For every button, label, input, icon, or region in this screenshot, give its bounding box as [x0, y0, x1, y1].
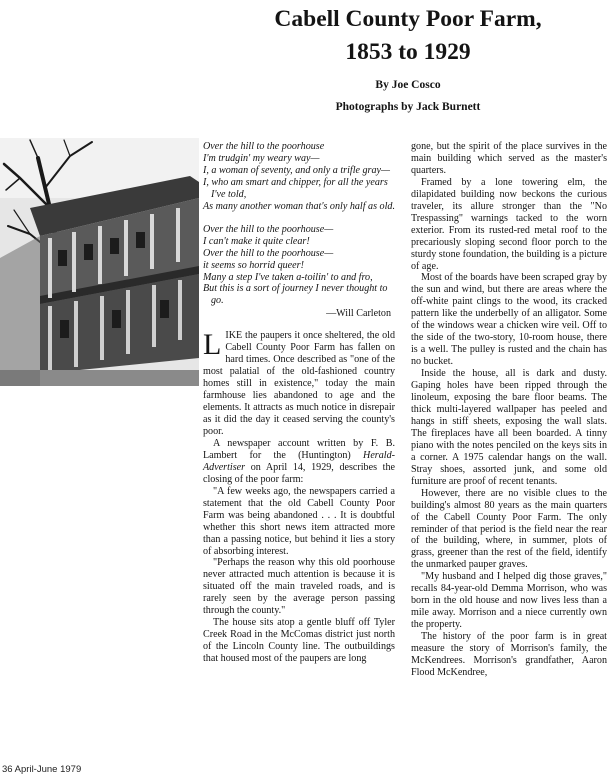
paragraph: The house sits atop a gentle bluff off Tyler Creek Road in the McComas district just north of the Lincoln County line. The outbuildings that housed most of the paupers are long: [203, 617, 395, 665]
newspaper-name: Herald-Advertiser: [203, 449, 395, 473]
paragraph: [203, 438, 395, 486]
paragraph: gone, but the spirit of the place survives in the main building which served as the master's quarters.: [411, 141, 607, 176]
poem-line: I'm trudgin' my weary way—: [203, 152, 320, 164]
page-folio: 36 April-June 1979: [2, 764, 82, 775]
paragraph: "A few weeks ago, the newspapers carried a statement that the old Cabell County Poor Farm was being abandoned . . . It is doubtful whether this short news item attracted more than a passing notice, but behind it lies a story of absorbing interest.: [203, 485, 395, 557]
poem-line: it seems so horrid queer!: [203, 259, 304, 271]
middle-column: [203, 141, 395, 665]
paragraph: Inside the house, all is dark and dusty. Gaping holes have been ripped through the linoleum, exposing the bare floor beams. The thick multi-layered wallpaper has peeled and hangs in stiff sheets, exposing the wall slats. The fireplaces have all been boarded. A tinny piano with the notes penciled on the keys sits in a corner. A 1975 calendar hangs on the wall. Stray shoes, assorted junk, and some old furniture are proof of recent tenants.: [411, 368, 607, 487]
author-byline: By Joe Cosco: [375, 79, 441, 91]
paragraph: "Perhaps the reason why this old poorhouse never attracted much attention is because it is situated off the main traveled roads, and is rarely seen by the average person passing through the county.": [203, 557, 395, 617]
photo-credit: Photographs by Jack Burnett: [335, 101, 481, 113]
farmhouse-photo: [0, 138, 199, 386]
poem-line: Over the hill to the poorhouse: [203, 141, 325, 152]
poem-stanza-1: [203, 141, 395, 213]
poem-line: Over the hill to the poorhouse—: [203, 247, 334, 259]
article-title-line-2: 1853 to 1929: [345, 39, 471, 65]
poem-stanza-2: [203, 224, 395, 308]
poem-line: I, who am smart and chipper, for all the years I've told,: [203, 176, 388, 200]
paragraph: Most of the boards have been scraped gray by the sun and wind, but there are areas where the off-white paint clings to the wood, its cracked pattern like the underbelly of an alligator. Some of the windows wear a chicken wire veil. Off to the side of the two-story, 10-room house, there is a well. The pulley is rusted and the chain has no bucket.: [411, 272, 607, 368]
article-title-line-1: Cabell County Poor Farm,: [274, 6, 542, 32]
poem-attribution: —Will Carleton: [326, 308, 391, 320]
poem-line: I, a woman of seventy, and only a trifle gray—: [203, 164, 390, 176]
paragraph-text: IKE the paupers it once sheltered, the old Cabell County Poor Farm has fallen on hard times. Once described as "one of the most palatial of the old-fashioned country homes still in existence," today the main farmhouse lies abandoned to age and the elements. It attracts as much notice in disrepair as it did the day it ceased serving the county's poor.: [203, 330, 395, 437]
poem-line: I can't make it quite clear!: [203, 235, 310, 247]
poem-line: Over the hill to the poorhouse—: [203, 223, 334, 235]
paragraph-text: on April 14, 1929, describes the closing of the poor farm:: [203, 461, 395, 485]
poem-line: But this is a sort of journey I never thought to go.: [203, 283, 388, 307]
poem-line: As many another woman that's only half as old.: [203, 200, 395, 212]
right-column: [411, 141, 607, 679]
paragraph: "My husband and I helped dig those graves," recalls 84-year-old Demma Morrison, who was born in the old house and now lives less than a mile away. Morrison and a niece currently own the property.: [411, 571, 607, 631]
paragraph: Framed by a lone towering elm, the dilapidated building now beckons the curious traveler, its allure stronger than the "No Trespassing" warnings tacked to the worn exterior. From its rusted-red metal roof to the precariously sloping second floor porch to the sturdy stone foundation, the building is a picture of age.: [411, 176, 607, 272]
paragraph: The history of the poor farm is in great measure the story of Morrison's family, the McKendrees. Morrison's grandfather, Aaron Flood McKendree,: [411, 631, 607, 678]
paragraph-text: A newspaper account written by F. B. Lambert for the (Huntington): [203, 437, 395, 461]
paragraph: However, there are no visible clues to the building's almost 80 years as the main quarters of the Cabell County Poor Farm. The only reminder of that period is the field near the rear of the building, where, in summer, plots of grass, greener than the rest of the field, identify the unmarked pauper graves.: [411, 487, 607, 571]
opening-paragraph: [203, 330, 395, 438]
poem-line: Many a step I've taken a-toilin' to and fro,: [203, 271, 373, 283]
drop-cap: L: [203, 328, 222, 362]
